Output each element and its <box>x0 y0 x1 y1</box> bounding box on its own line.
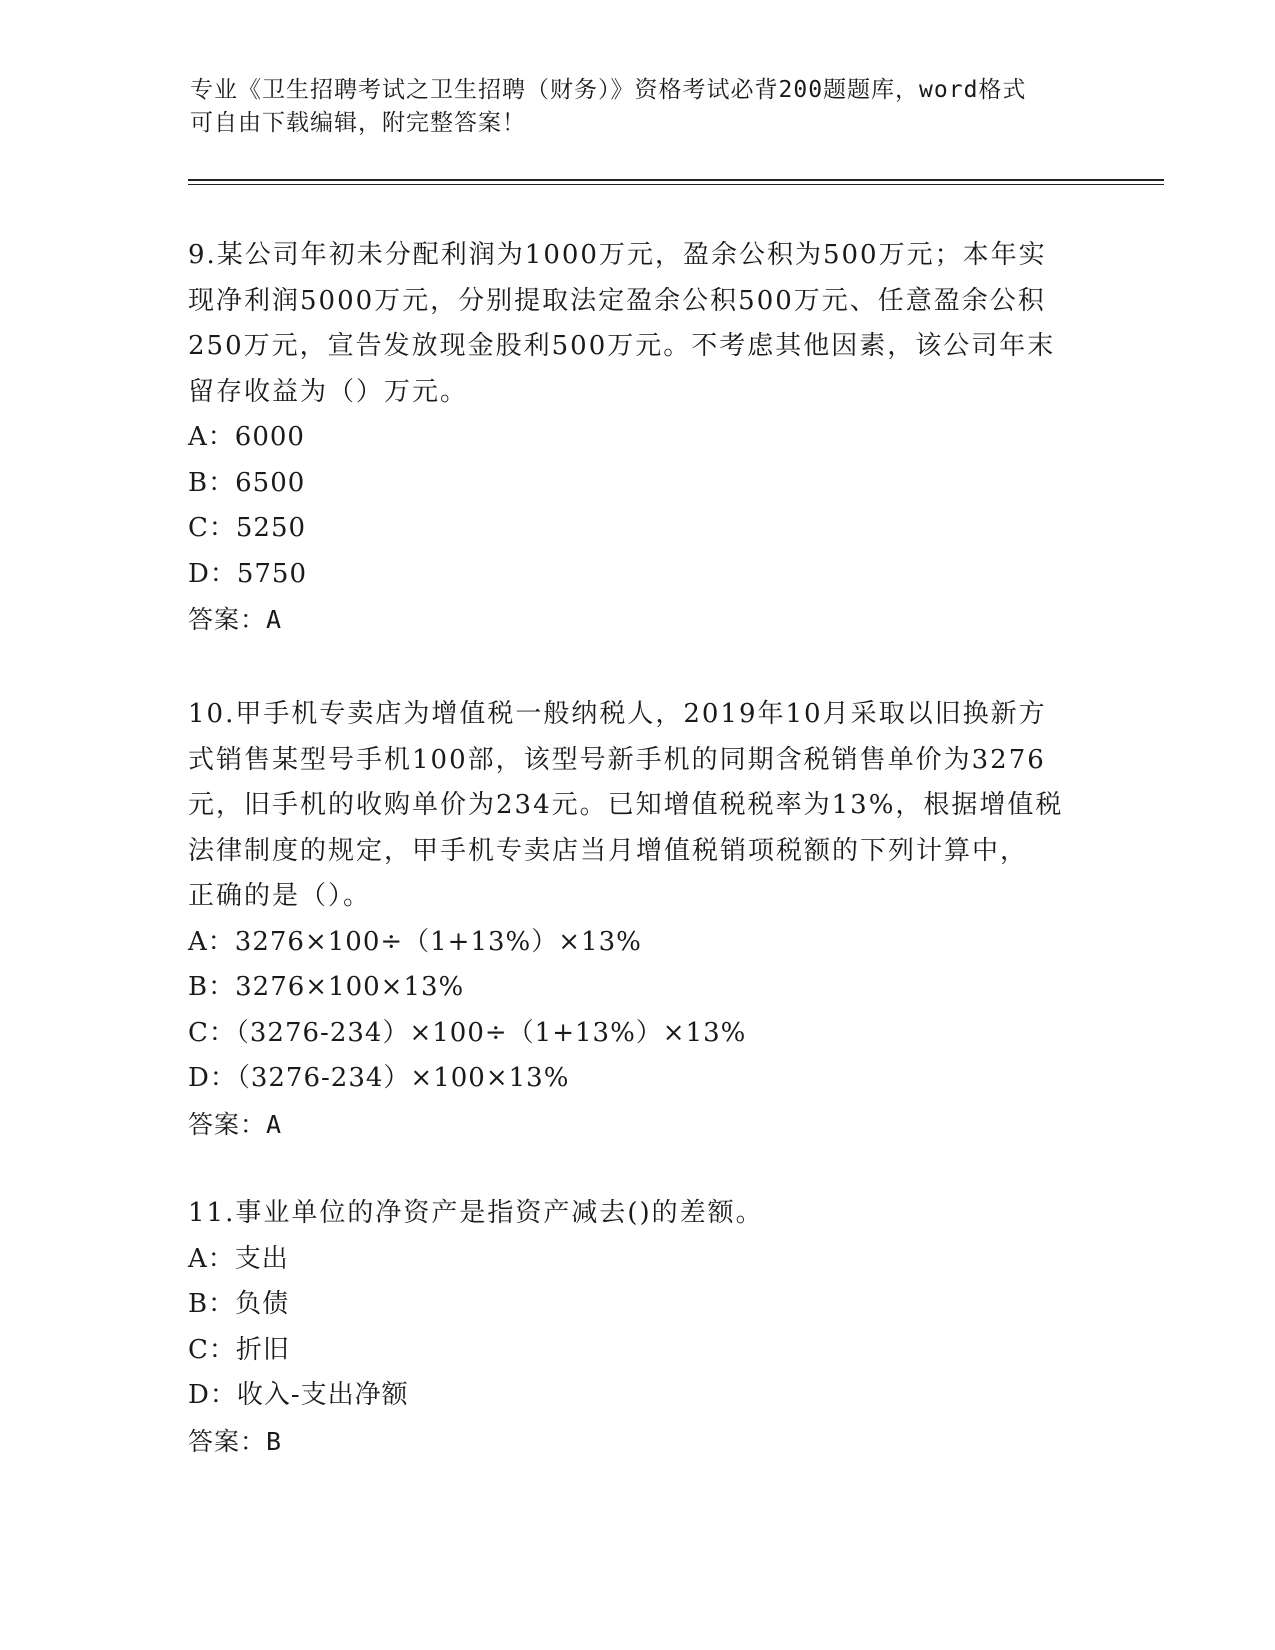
header-title-line-1: 专业《卫生招聘考试之卫生招聘（财务）》资格考试必背200题题库，word格式 <box>190 77 1027 103</box>
question-text-line: 10.甲手机专卖店为增值税一般纳税人，2019年10月采取以旧换新方 <box>188 699 1047 729</box>
header-title-line-2: 可自由下载编辑，附完整答案！ <box>190 110 526 136</box>
header-divider <box>188 179 1164 185</box>
option-d: D：（3276-234）×100×13% <box>188 1063 570 1093</box>
question-10 <box>188 692 1088 1147</box>
question-text-line: 现净利润5000万元，分别提取法定盈余公积500万元、任意盈余公积 <box>188 285 1046 316</box>
option-d: D：收入-支出净额 <box>188 1380 409 1410</box>
option-b: B：6500 <box>188 467 306 498</box>
answer-label: 答案：A <box>188 605 283 634</box>
question-text-line: 法律制度的规定，甲手机专卖店当月增值税销项税额的下列计算中， <box>188 835 1029 866</box>
option-a: A：支出 <box>188 1243 289 1274</box>
option-a: A：3276×100÷（1+13%）×13% <box>188 926 642 957</box>
answer-label: 答案：B <box>188 1426 283 1456</box>
option-c: C：折旧 <box>188 1334 290 1365</box>
option-b: B：负债 <box>188 1289 290 1319</box>
option-c: C：5250 <box>188 513 307 543</box>
question-text-line: 式销售某型号手机100部，该型号新手机的同期含税销售单价为3276 <box>188 744 1046 775</box>
option-c: C：（3276-234）×100÷（1+13%）×13% <box>188 1017 747 1048</box>
question-text-line: 留存收益为（）万元。 <box>188 376 469 407</box>
option-d: D：5750 <box>188 558 308 589</box>
option-b: B：3276×100×13% <box>188 972 465 1002</box>
question-text-line: 正确的是（）。 <box>188 881 372 911</box>
answer-label: 答案：A <box>188 1109 283 1139</box>
document-header <box>190 74 1090 140</box>
question-text-line: 11.事业单位的净资产是指资产减去()的差额。 <box>188 1198 764 1228</box>
question-11 <box>188 1191 1088 1464</box>
question-text-line: 9.某公司年初未分配利润为1000万元，盈余公积为500万元；本年实 <box>188 240 1047 270</box>
question-text-line: 250万元，宣告发放现金股利500万元。不考虑其他因素，该公司年末 <box>188 331 1056 361</box>
option-a: A：6000 <box>188 422 305 452</box>
question-9 <box>188 233 1088 643</box>
question-text-line: 元，旧手机的收购单价为234元。已知增值税税率为13%，根据增值税 <box>188 790 1064 820</box>
